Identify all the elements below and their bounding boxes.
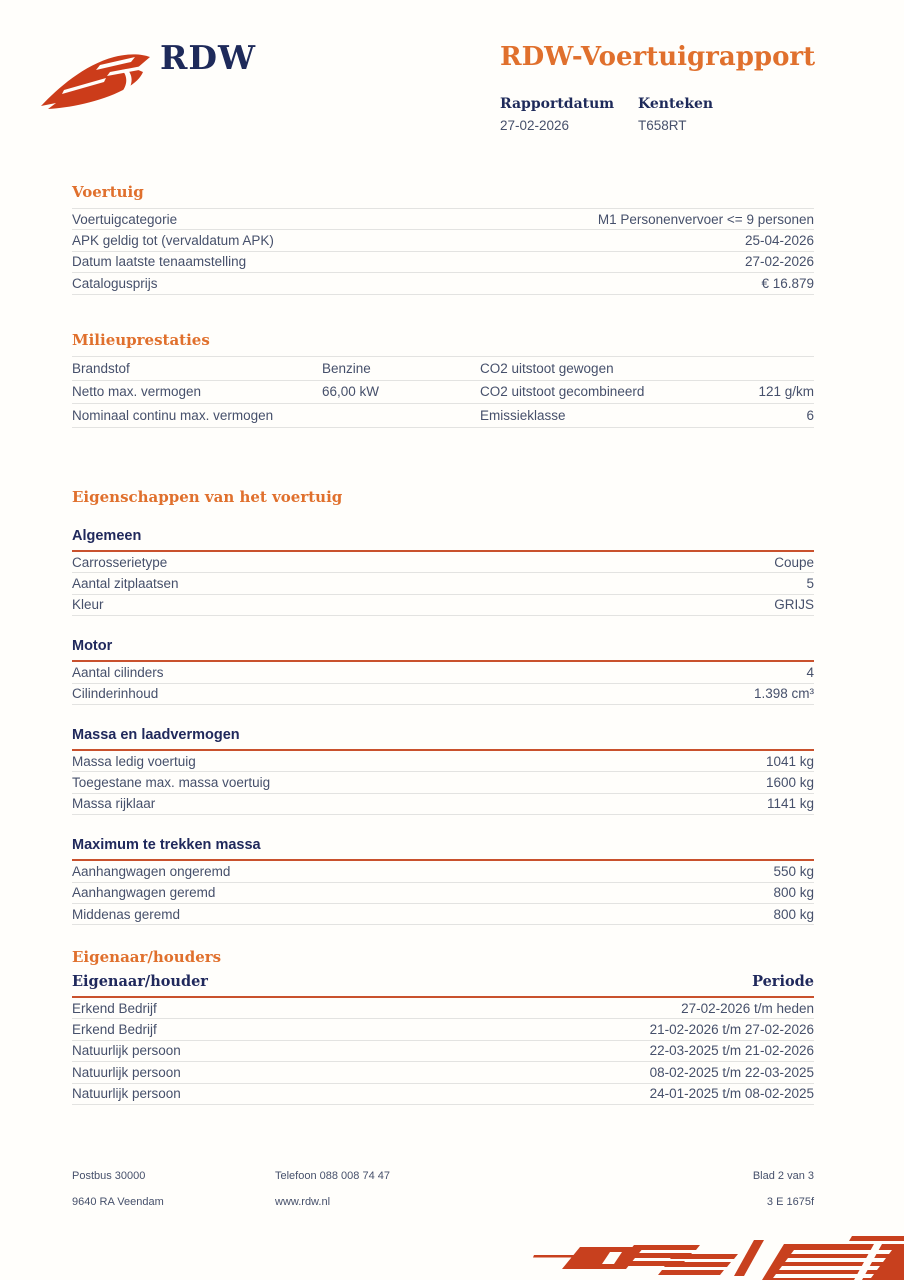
row-label: CO2 uitstoot gewogen — [480, 360, 614, 376]
row-value: 121 g/km — [758, 384, 814, 400]
section-eigenaars — [72, 948, 814, 1105]
page-title: RDW-Voertuigrapport — [500, 42, 816, 72]
row-value: 5 — [806, 576, 814, 592]
row-value: 1600 kg — [765, 775, 814, 791]
footer-website: www.rdw.nl — [275, 1196, 331, 1208]
period-cell: 21-02-2026 t/m 27-02-2026 — [649, 1022, 814, 1038]
section-title: Voertuig — [72, 183, 144, 201]
owner-cell: Natuurlijk persoon — [72, 1043, 181, 1059]
data-row — [72, 794, 814, 815]
data-row — [72, 684, 814, 705]
row-value: 4 — [806, 664, 814, 680]
footer-wing-icon — [522, 1232, 904, 1280]
row-label: Catalogusprijs — [72, 275, 158, 291]
row-label: Kleur — [72, 597, 104, 613]
footer-page-indicator: Blad 2 van 3 — [752, 1170, 814, 1182]
row-value: M1 Personenvervoer <= 9 personen — [597, 211, 814, 227]
row-label: Massa ledig voertuig — [72, 753, 196, 769]
report-meta — [500, 96, 776, 133]
owner-cell: Erkend Bedrijf — [72, 1022, 157, 1038]
report-date-label: Rapportdatum — [500, 96, 615, 112]
footer-address-line2: 9640 RA Veendam — [72, 1196, 164, 1208]
footer-phone: Telefoon 088 008 74 47 — [275, 1170, 390, 1182]
row-label: Nominaal continu max. vermogen — [72, 407, 274, 423]
column-header-period: Periode — [752, 973, 814, 990]
table-row — [72, 998, 814, 1019]
row-value: 66,00 kW — [322, 384, 380, 400]
row-value: Benzine — [322, 360, 371, 376]
data-row — [72, 230, 814, 251]
subsection-massa — [72, 727, 814, 815]
data-row — [72, 381, 814, 405]
data-row — [72, 273, 814, 294]
row-label: Netto max. vermogen — [72, 384, 202, 400]
section-title: Eigenaar/houders — [72, 948, 222, 966]
row-label: Aantal zitplaatsen — [72, 576, 179, 592]
owner-cell: Erkend Bedrijf — [72, 1000, 157, 1016]
subsection-title: Motor — [72, 638, 814, 662]
license-label: Kenteken — [638, 96, 714, 112]
data-row — [72, 861, 814, 882]
footer-address-line1: Postbus 30000 — [72, 1170, 146, 1182]
row-label: Datum laatste tenaamstelling — [72, 254, 247, 270]
data-row — [72, 904, 814, 925]
row-label: Cilinderinhoud — [72, 686, 159, 702]
data-row — [72, 751, 814, 772]
subsection-algemeen — [72, 528, 814, 616]
owner-cell: Natuurlijk persoon — [72, 1086, 181, 1102]
owners-table-header — [72, 973, 814, 998]
period-cell: 08-02-2025 t/m 22-03-2025 — [649, 1064, 814, 1080]
subsection-title: Algemeen — [72, 528, 814, 552]
section-title: Eigenschappen van het voertuig — [72, 488, 343, 506]
row-value: 1.398 cm³ — [753, 686, 814, 702]
footer-page-info — [753, 1170, 814, 1208]
page-footer — [72, 1170, 814, 1208]
license-block — [638, 96, 776, 133]
row-label: Toegestane max. massa voertuig — [72, 775, 271, 791]
row-value: 800 kg — [773, 885, 814, 901]
subsection-trekken-massa — [72, 837, 814, 925]
report-date-value: 27-02-2026 — [500, 118, 570, 133]
row-value: Coupe — [774, 554, 814, 570]
row-value: GRIJS — [774, 597, 814, 613]
rdw-feather-logo-icon — [38, 48, 156, 114]
row-label: Massa rijklaar — [72, 796, 156, 812]
footer-address — [72, 1170, 275, 1208]
rdw-logo-text: RDW — [160, 38, 257, 77]
data-row — [72, 662, 814, 683]
section-eigenschappen — [72, 488, 814, 925]
section-voertuig — [72, 183, 814, 295]
row-value: 550 kg — [773, 863, 814, 879]
period-cell: 24-01-2025 t/m 08-02-2025 — [649, 1086, 814, 1102]
period-cell: 27-02-2026 t/m heden — [681, 1000, 814, 1016]
row-value: € 16.879 — [761, 275, 814, 291]
row-label: APK geldig tot (vervaldatum APK) — [72, 233, 274, 249]
data-row — [72, 772, 814, 793]
row-value: 1141 kg — [766, 796, 814, 812]
row-label: Aanhangwagen geremd — [72, 885, 216, 901]
table-row — [72, 1019, 814, 1040]
table-row — [72, 1041, 814, 1062]
data-row — [72, 883, 814, 904]
row-label: Middenas geremd — [72, 906, 181, 922]
period-cell: 22-03-2025 t/m 21-02-2026 — [649, 1043, 814, 1059]
section-milieuprestaties — [72, 331, 814, 428]
row-label: Emissieklasse — [480, 407, 566, 423]
data-row — [72, 404, 814, 428]
data-row — [72, 573, 814, 594]
table-row — [72, 1062, 814, 1083]
subsection-motor — [72, 638, 814, 705]
license-value: T658RT — [638, 118, 687, 133]
row-value: 1041 kg — [765, 753, 814, 769]
column-header-owner: Eigenaar/houder — [72, 973, 208, 990]
data-row — [72, 552, 814, 573]
subsection-title: Massa en laadvermogen — [72, 727, 814, 751]
section-title: Milieuprestaties — [72, 331, 210, 349]
data-row — [72, 357, 814, 381]
table-row — [72, 1084, 814, 1105]
row-value: 800 kg — [773, 906, 814, 922]
row-label: Aantal cilinders — [72, 664, 164, 680]
footer-doc-code: 3 E 1675f — [766, 1196, 814, 1208]
row-value: 6 — [806, 407, 814, 423]
row-label: CO2 uitstoot gecombineerd — [480, 384, 645, 400]
data-row — [72, 595, 814, 616]
report-date-block — [500, 96, 638, 133]
data-row — [72, 252, 814, 273]
row-value: 27-02-2026 — [744, 254, 814, 270]
row-label: Voertuigcategorie — [72, 211, 178, 227]
owner-cell: Natuurlijk persoon — [72, 1064, 181, 1080]
row-label: Carrosserietype — [72, 554, 168, 570]
data-row — [72, 209, 814, 230]
row-label: Aanhangwagen ongeremd — [72, 863, 231, 879]
row-value: 25-04-2026 — [744, 233, 814, 249]
subsection-title: Maximum te trekken massa — [72, 837, 814, 861]
footer-contact — [275, 1170, 753, 1208]
row-label: Brandstof — [72, 360, 130, 376]
